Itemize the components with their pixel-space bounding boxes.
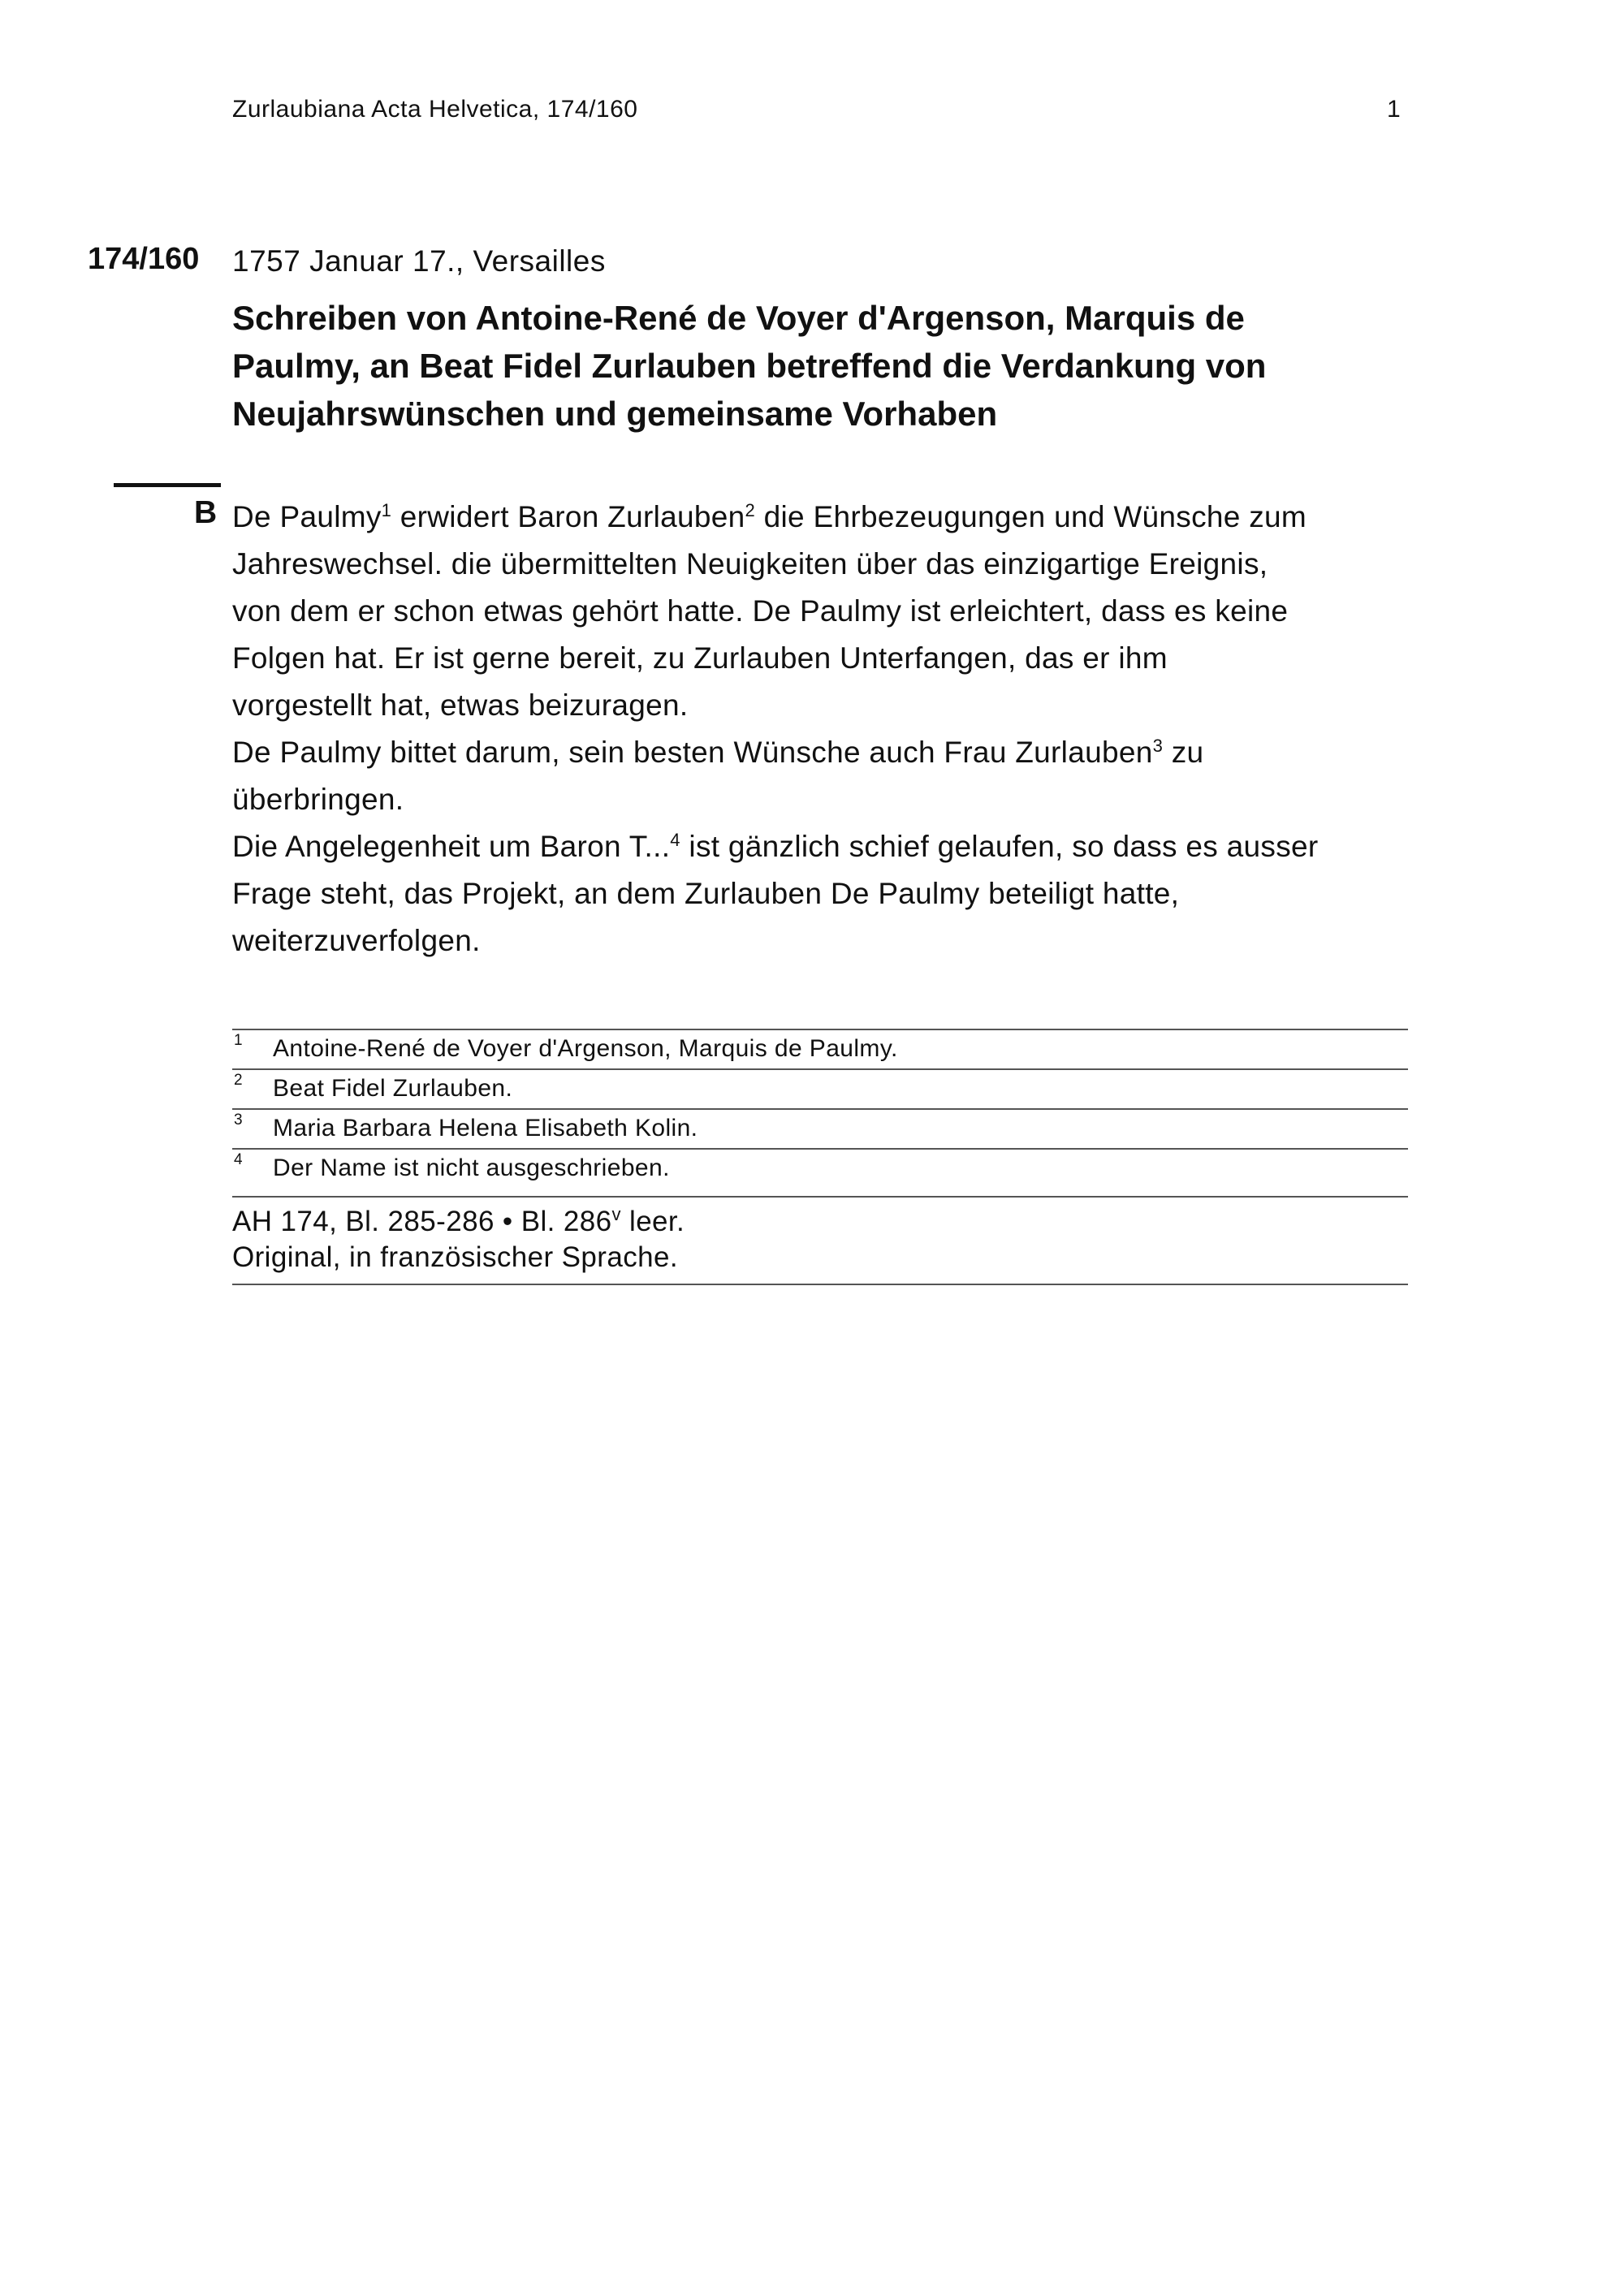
source-line xyxy=(232,1204,1408,1240)
regest-line xyxy=(232,823,1418,870)
text-run: überbringen. xyxy=(232,783,404,816)
footnote-number: 1 xyxy=(234,1032,243,1049)
regest-line xyxy=(232,541,1418,588)
text-run: vorgestellt hat, etwas beizuragen. xyxy=(232,688,689,722)
footnote-number: 4 xyxy=(234,1151,243,1168)
running-title: Zurlaubiana Acta Helvetica, 174/160 xyxy=(232,96,638,123)
footnote-text: Der Name ist nicht ausgeschrieben. xyxy=(273,1154,670,1181)
text-run: Jahreswechsel. die übermittelten Neuigkeiten über das einzigartige Ereignis, xyxy=(232,547,1268,580)
regest-marker: B xyxy=(194,495,218,530)
title-line: Paulmy, an Beat Fidel Zurlauben betreffend die Verdankung von xyxy=(232,347,1267,385)
document-number: 174/160 xyxy=(88,242,200,276)
footnote-number: 2 xyxy=(234,1072,243,1089)
regest-line xyxy=(232,776,1418,823)
regest-line xyxy=(232,917,1418,965)
regest-line xyxy=(232,870,1418,917)
footnotes xyxy=(232,1029,1408,1188)
regest-line xyxy=(232,682,1418,729)
verso-mark: v xyxy=(611,1204,621,1224)
footnote-ref: 4 xyxy=(670,830,680,850)
footnote-ref: 1 xyxy=(381,500,392,520)
text-run: leer. xyxy=(620,1206,685,1237)
text-run: Folgen hat. Er ist gerne bereit, zu Zurlauben Unterfangen, das er ihm xyxy=(232,641,1168,675)
footnote-text: Beat Fidel Zurlauben. xyxy=(273,1075,513,1102)
footnote xyxy=(232,1108,1408,1148)
regest-line xyxy=(232,729,1418,776)
footnote-text: Antoine-René de Voyer d'Argenson, Marquis de Paulmy. xyxy=(273,1035,898,1062)
page-number: 1 xyxy=(1387,96,1401,123)
footnote xyxy=(232,1029,1408,1068)
title-line: Neujahrswünschen und gemeinsame Vorhaben xyxy=(232,395,998,433)
footnote-ref: 3 xyxy=(1152,736,1164,756)
document-date-place: 1757 Januar 17., Versailles xyxy=(232,244,606,278)
source-note xyxy=(232,1196,1408,1285)
text-run: erwidert Baron Zurlauben xyxy=(391,500,745,533)
regest-line xyxy=(232,588,1418,635)
text-run: ist gänzlich schief gelaufen, so dass es ausser xyxy=(680,830,1319,863)
regest-text xyxy=(232,494,1418,965)
text-run: die Ehrbezeugungen und Wünsche zum xyxy=(755,500,1307,533)
text-run: zu xyxy=(1163,736,1204,769)
text-run: De Paulmy xyxy=(232,500,382,533)
document-title xyxy=(232,294,1418,438)
regest-line xyxy=(232,635,1418,682)
footnote xyxy=(232,1148,1408,1188)
footnote-text: Maria Barbara Helena Elisabeth Kolin. xyxy=(273,1115,698,1142)
title-line: Schreiben von Antoine-René de Voyer d'Argenson, Marquis de xyxy=(232,299,1245,337)
text-run: weiterzuverfolgen. xyxy=(232,924,481,957)
text-run: De Paulmy bittet darum, sein besten Wünsche auch Frau Zurlauben xyxy=(232,736,1153,769)
footnote-number: 3 xyxy=(234,1111,243,1129)
text-run: von dem er schon etwas gehört hatte. De Paulmy ist erleichtert, dass es keine xyxy=(232,594,1289,628)
text-run: AH 174, Bl. 285-286 • Bl. 286 xyxy=(232,1206,612,1237)
regest-line xyxy=(232,494,1418,541)
footnote-ref: 2 xyxy=(745,500,756,520)
source-line: Original, in französischer Sprache. xyxy=(232,1241,678,1273)
margin-rule xyxy=(114,483,221,487)
text-run: Die Angelegenheit um Baron T... xyxy=(232,830,671,863)
text-run: Frage steht, das Projekt, an dem Zurlauben De Paulmy beteiligt hatte, xyxy=(232,877,1180,910)
footnote xyxy=(232,1068,1408,1108)
